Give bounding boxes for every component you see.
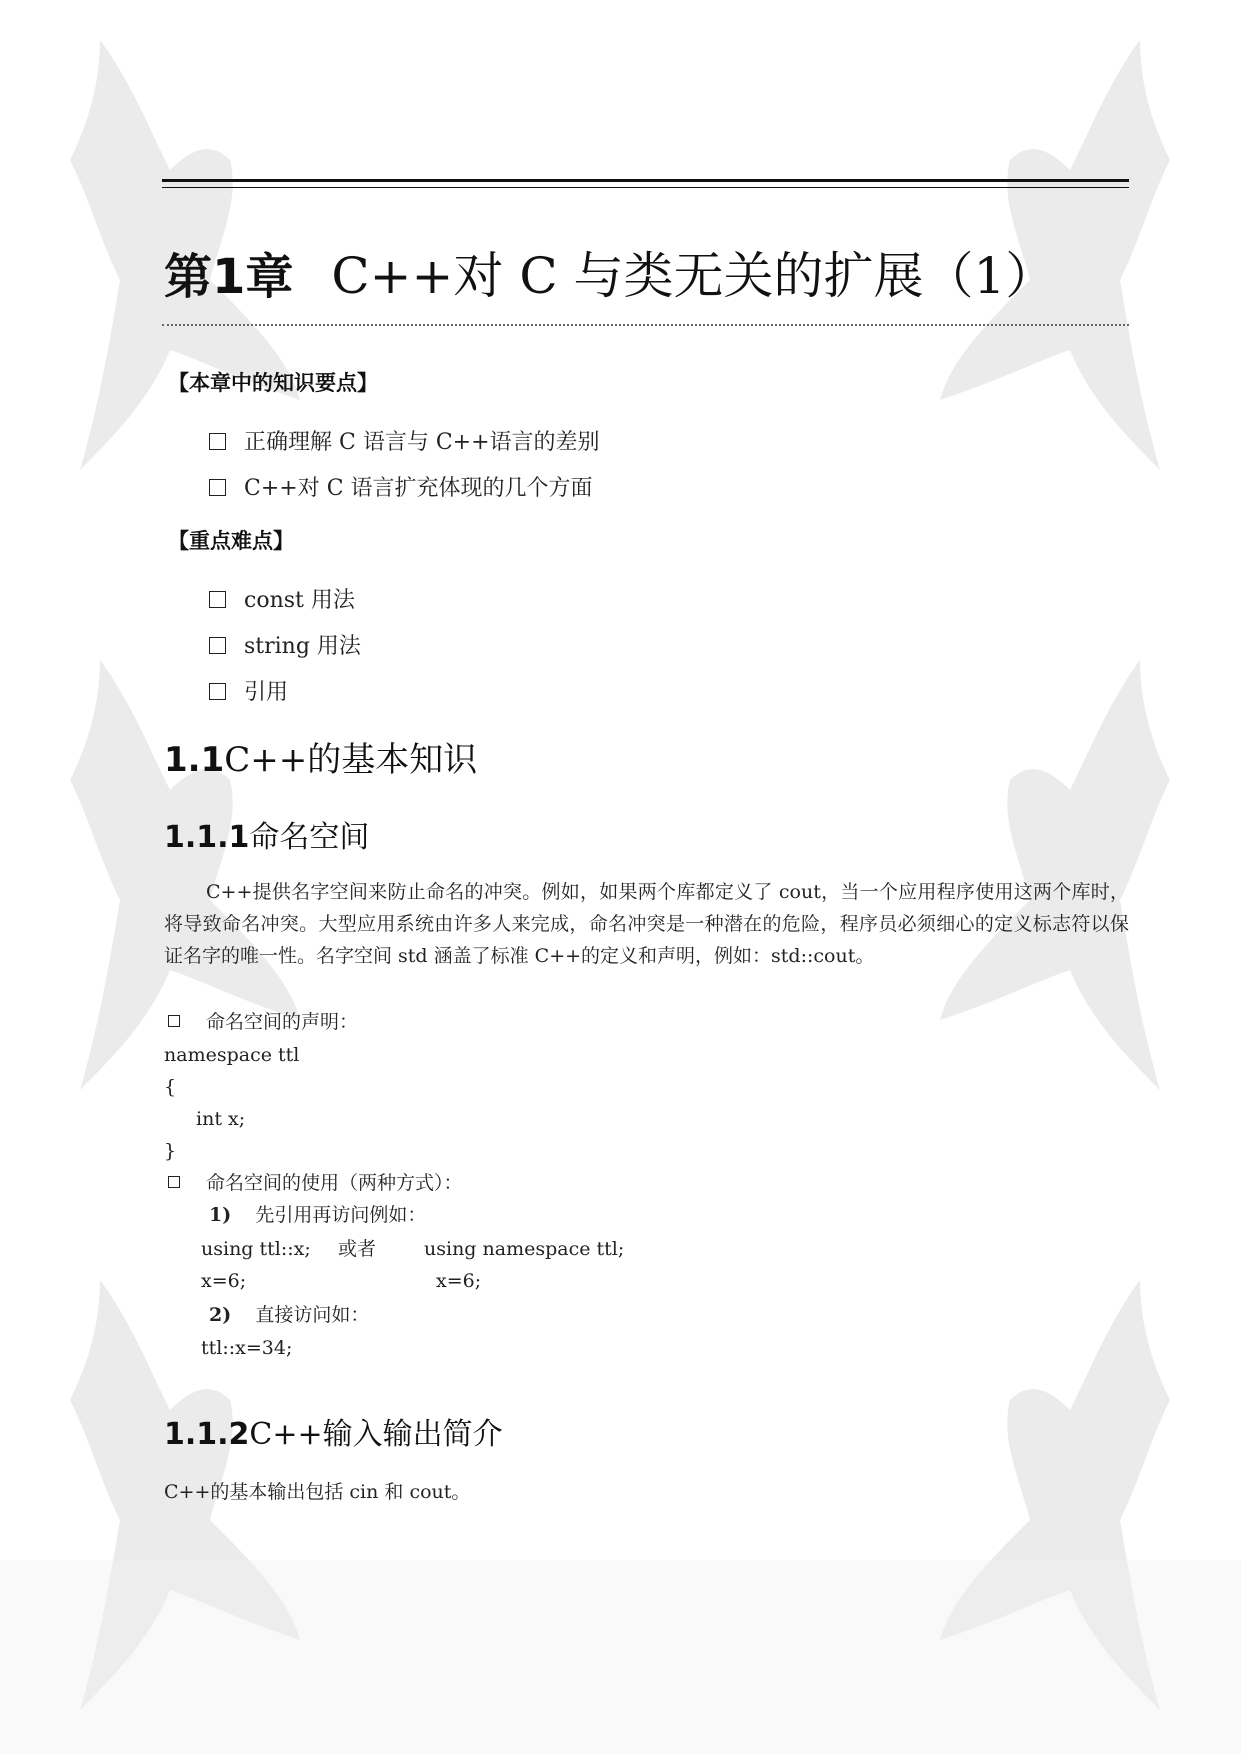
square-bullet-icon: [168, 1176, 180, 1188]
or-text: 或者: [338, 1238, 377, 1260]
knowledge-item: 正确理解 C 语言与 C++语言的差别: [209, 428, 600, 458]
code-line: {: [164, 1076, 177, 1098]
chapter-title-text: C++对 C 与类无关的扩展（1）: [331, 247, 1056, 305]
section-heading-1-1-2: 1.1.2C++输入输出简介: [164, 1417, 503, 1452]
code-line: x=6;: [436, 1270, 482, 1292]
code-line: using namespace ttl;: [424, 1238, 625, 1260]
code-line: }: [164, 1140, 177, 1162]
code-line: using ttl::x;: [201, 1238, 311, 1260]
checkbox-icon: [209, 683, 226, 700]
section-heading-1-1: 1.1C++的基本知识: [164, 740, 478, 780]
code-line: int x;: [196, 1108, 246, 1130]
key-point-item: const 用法: [209, 586, 355, 616]
decl-label: 命名空间的声明：: [164, 1007, 358, 1037]
key-point-item: 引用: [209, 678, 288, 708]
way-2: 2) 直接访问如：: [209, 1304, 370, 1326]
section-heading-1-1-1: 1.1.1命名空间: [164, 820, 370, 855]
knowledge-heading: 【本章中的知识要点】: [168, 371, 378, 395]
knowledge-item: C++对 C 语言扩充体现的几个方面: [209, 474, 593, 504]
code-line: x=6;: [201, 1270, 247, 1292]
checkbox-icon: [209, 479, 226, 496]
chapter-dotted-rule: [162, 324, 1129, 326]
key-point-item: string 用法: [209, 632, 361, 662]
checkbox-icon: [209, 591, 226, 608]
use-label: 命名空间的使用（两种方式）：: [164, 1168, 463, 1198]
code-line: namespace ttl: [164, 1044, 300, 1066]
code-line: ttl::x=34;: [201, 1337, 293, 1359]
io-paragraph: C++的基本输出包括 cin 和 cout。: [164, 1481, 471, 1503]
key-points-heading: 【重点难点】: [168, 529, 294, 553]
way-1: 1) 先引用再访问例如：: [209, 1204, 427, 1226]
checkbox-icon: [209, 433, 226, 450]
namespace-paragraph: C++提供名字空间来防止命名的冲突。例如，如果两个库都定义了 cout，当一个应用程序使用这两个库时，将导致命名冲突。大型应用系统由许多人来完成，命名冲突是一种潜在的危险，程序员必须细心的定义标志符以保证名字的唯一性。名字空间 std 涵盖了标准 C++的定义和声明，例如：std::cout。: [164, 881, 1129, 967]
chapter-number: 第1章: [164, 249, 294, 305]
checkbox-icon: [209, 637, 226, 654]
chapter-title: [164, 246, 1055, 307]
square-bullet-icon: [168, 1015, 180, 1027]
top-rule-thick: [162, 179, 1129, 182]
top-rule-thin: [162, 187, 1129, 188]
